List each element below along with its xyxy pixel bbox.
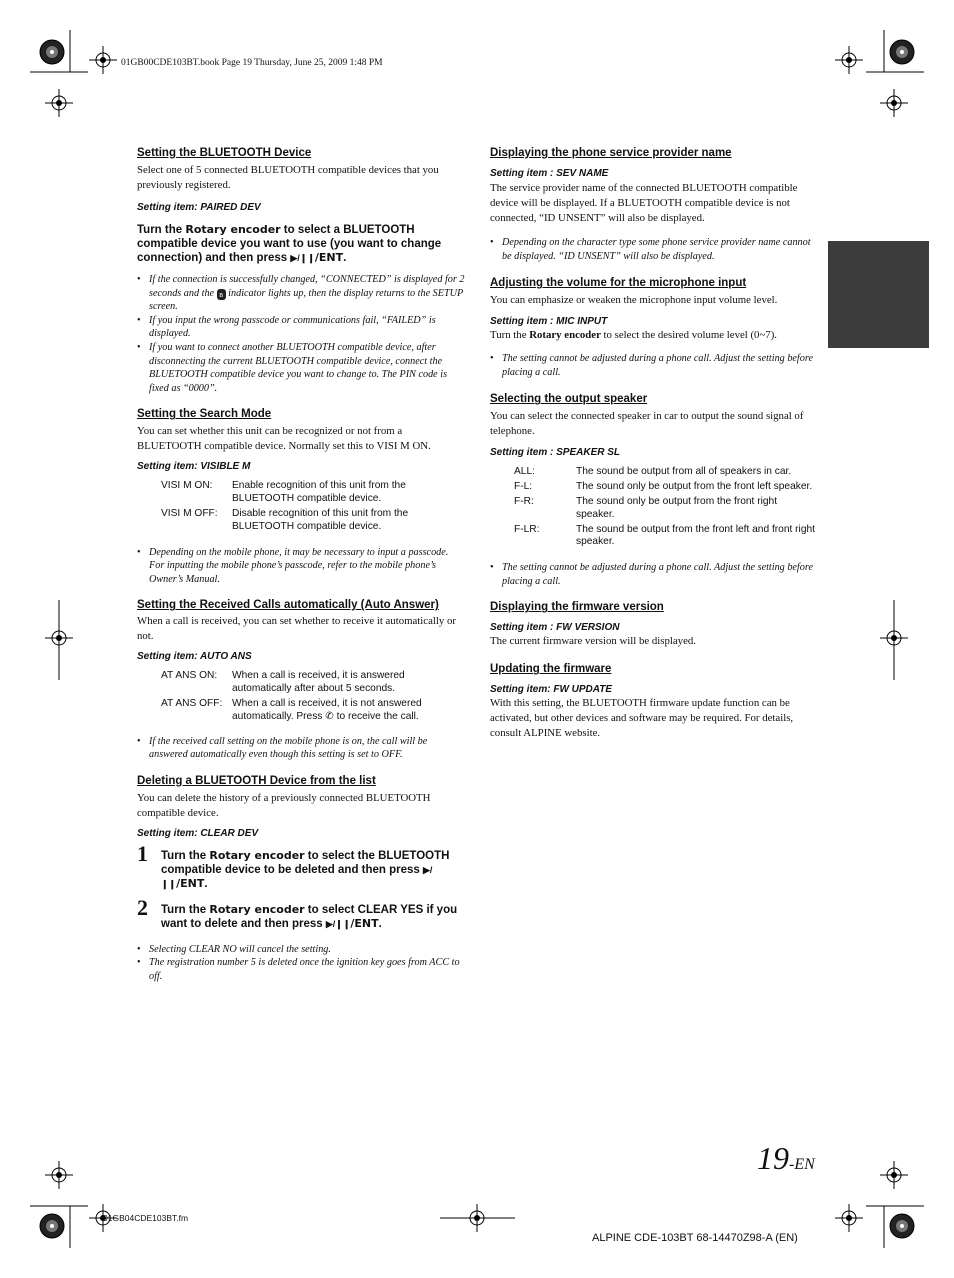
instruction-text: Turn the: [161, 849, 210, 862]
note-item: • If you want to connect another BLUETOOTH compatible device, after disconnecting the current BLUETOOTH compatible device, connect the BLUETOOTH compatible device you want to change to. The PIN code is fixed as “0000”.: [137, 341, 465, 395]
section-body: You can select the connected speaker in car to output the sound signal of telephone.: [490, 410, 804, 438]
instruction: [490, 328, 818, 343]
section-tab: [828, 241, 929, 348]
setting-item-label: Setting item: AUTO ANS: [137, 651, 252, 663]
phone-icon: ✆: [325, 710, 334, 722]
setting-item-label: Setting item: CLEAR DEV: [137, 827, 259, 839]
instruction-text: Turn the: [161, 903, 210, 916]
setting-item-label: Setting item : SPEAKER SL: [490, 447, 621, 459]
instruction-text: to select a BLUETOOTH compatible device you want to use (you want to change connection) and then press: [137, 224, 442, 264]
page-number-value: 19: [757, 1140, 789, 1176]
note-item: • Depending on the character type some phone service provider name cannot be displayed. “ID UNSENT” will also be displayed.: [490, 236, 818, 263]
option-key: AT ANS OFF:: [161, 697, 223, 709]
setting-item-label: Setting item : MIC INPUT: [490, 316, 608, 328]
option-desc: The sound be output from the front left and front right speaker.: [576, 523, 815, 548]
option-key: VISI M ON:: [161, 480, 213, 492]
option-key: F-R:: [514, 495, 534, 507]
option-desc-text: When a call is received, it is not answered automatically. Press: [232, 697, 422, 722]
instruction-text: .: [378, 917, 382, 930]
step-instruction: [161, 849, 465, 891]
setting-item-label: Setting item : SEV NAME: [490, 168, 609, 179]
document-code: ALPINE CDE-103BT 68-14470Z98-A (EN): [592, 1232, 798, 1244]
play-pause-icon: ▶/❙❙: [161, 864, 433, 889]
print-header: 01GB00CDE103BT.book Page 19 Thursday, June 25, 2009 1:48 PM: [121, 58, 383, 68]
rotary-encoder-label: Rotary encoder: [185, 223, 281, 236]
section-title-bluetooth-device: Setting the BLUETOOTH Device: [137, 147, 312, 159]
bluetooth-indicator-icon: ʙ: [217, 289, 226, 300]
section-body: You can set whether this unit can be recognized or not from a BLUETOOTH compatible device. Normally set this to VISI M ON.: [137, 425, 431, 453]
section-title-provider-name: Displaying the phone service provider name: [490, 147, 732, 159]
option-key: AT ANS ON:: [161, 670, 218, 682]
section-body: With this setting, the BLUETOOTH firmware update function can be activated, but other devices and software may be required. For details, consult ALPINE website.: [490, 697, 794, 740]
option-desc: The sound only be output from the front left speaker.: [576, 481, 813, 493]
play-pause-icon: ▶/❙❙: [325, 918, 351, 929]
setting-item-label: Setting item: VISIBLE M: [137, 461, 251, 473]
option-row: [161, 508, 465, 534]
setting-item-label: Setting item : FW VERSION: [490, 622, 620, 634]
print-footer-filename: 01GB04CDE103BT.fm: [103, 1213, 189, 1223]
ent-label: /ENT: [314, 251, 344, 264]
section-title-auto-answer: Setting the Received Calls automatically (Auto Answer): [137, 599, 439, 612]
option-key: F-L:: [514, 481, 533, 493]
note-item: • Selecting CLEAR NO will cancel the setting.: [137, 943, 465, 957]
page-number-suffix: -EN: [789, 1156, 815, 1173]
section-title-output-speaker: Selecting the output speaker: [490, 393, 648, 406]
instruction: [137, 223, 465, 265]
option-row: [514, 524, 818, 550]
play-pause-icon: ▶/❙❙: [290, 253, 315, 263]
option-desc: Disable recognition of this unit from the BLUETOOTH compatible device.: [232, 507, 409, 532]
section-body: Select one of 5 connected BLUETOOTH compatible devices that you previously registered.: [137, 164, 439, 191]
option-row: [161, 480, 465, 506]
setting-item-label: Setting item: PAIRED DEV: [137, 202, 261, 213]
step-number: 2: [137, 894, 148, 920]
option-key: F-LR:: [514, 523, 540, 535]
section-body: You can emphasize or weaken the microphone input volume level.: [490, 294, 778, 307]
option-key: ALL:: [514, 466, 535, 478]
ent-label: /ENT: [176, 876, 205, 890]
note-item: [137, 273, 465, 314]
note-item: • If the received call setting on the mobile phone is on, the call will be answered automatically even though this setting is set to OFF.: [137, 735, 465, 762]
note-item: • If you input the wrong passcode or communications fail, “FAILED” is displayed.: [137, 314, 465, 341]
instruction-text: to select the BLUETOOTH compatible device to be deleted and then press: [161, 849, 450, 876]
section-title-firmware-version: Displaying the firmware version: [490, 601, 664, 614]
option-desc: When a call is received, it is answered automatically after about 5 seconds.: [232, 670, 405, 695]
step-instruction: [161, 903, 465, 931]
instruction-text: Turn the: [137, 224, 186, 236]
rotary-encoder-label: Rotary encoder: [209, 902, 305, 916]
option-row: [514, 496, 818, 522]
note-item: • The setting cannot be adjusted during a phone call. Adjust the setting before placing a call.: [490, 561, 818, 588]
note-item: • The setting cannot be adjusted during a phone call. Adjust the setting before placing a call.: [490, 352, 818, 379]
option-desc: The sound only be output from the front right speaker.: [576, 495, 778, 520]
note-text: If the connection is successfully changed, “CONNECTED” is displayed for 2 seconds and the: [149, 274, 465, 299]
section-title-search-mode: Setting the Search Mode: [137, 408, 272, 421]
section-body: The service provider name of the connected BLUETOOTH compatible device will be displayed. If a BLUETOOTH compatible device is not connected, “ID UNSENT” will also be displayed.: [490, 182, 798, 224]
option-desc: The sound be output from all of speakers in car.: [576, 466, 792, 478]
instruction-text: .: [343, 252, 347, 264]
option-row: [514, 481, 818, 494]
option-row: [161, 670, 465, 696]
step-number: 1: [137, 840, 148, 866]
section-title-update-firmware: Updating the firmware: [490, 663, 612, 676]
section-body: When a call is received, you can set whether to receive it automatically or not.: [137, 615, 456, 643]
section-body: You can delete the history of a previously connected BLUETOOTH compatible device.: [137, 791, 431, 819]
note-item: • Depending on the mobile phone, it may be necessary to input a passcode. For inputting the mobile phone’s passcode, refer to the mobile phone’s Owner’s Manual.: [137, 546, 465, 587]
option-row: [514, 466, 818, 479]
left-column: [137, 147, 465, 983]
section-body: The current firmware version will be displayed.: [490, 635, 696, 648]
page-number: [757, 1140, 815, 1177]
section-title-delete-device: Deleting a BLUETOOTH Device from the list: [137, 774, 376, 787]
option-key: VISI M OFF:: [161, 507, 218, 519]
instruction-text: to select the desired volume level (0~7).: [600, 329, 777, 342]
section-title-mic-volume: Adjusting the volume for the microphone input: [490, 277, 747, 290]
ent-label: /ENT: [350, 916, 379, 930]
note-text: indicator lights up, then the display returns to the SETUP screen.: [149, 287, 464, 313]
option-desc: [232, 698, 465, 724]
option-row: [161, 698, 465, 724]
instruction-text: .: [204, 877, 208, 890]
note-item: • The registration number 5 is deleted once the ignition key goes from ACC to off.: [137, 956, 465, 983]
setting-item-label: Setting item: FW UPDATE: [490, 684, 613, 696]
instruction-text: to select CLEAR YES if you want to delete and then press: [161, 903, 458, 930]
rotary-encoder-label: Rotary encoder: [209, 848, 305, 862]
option-desc-text: to receive the call.: [333, 710, 419, 722]
instruction-text: Turn the: [490, 329, 530, 342]
option-desc: Enable recognition of this unit from the BLUETOOTH compatible device.: [232, 480, 406, 505]
rotary-encoder-label: Rotary encoder: [529, 329, 601, 342]
right-column: [490, 147, 818, 741]
